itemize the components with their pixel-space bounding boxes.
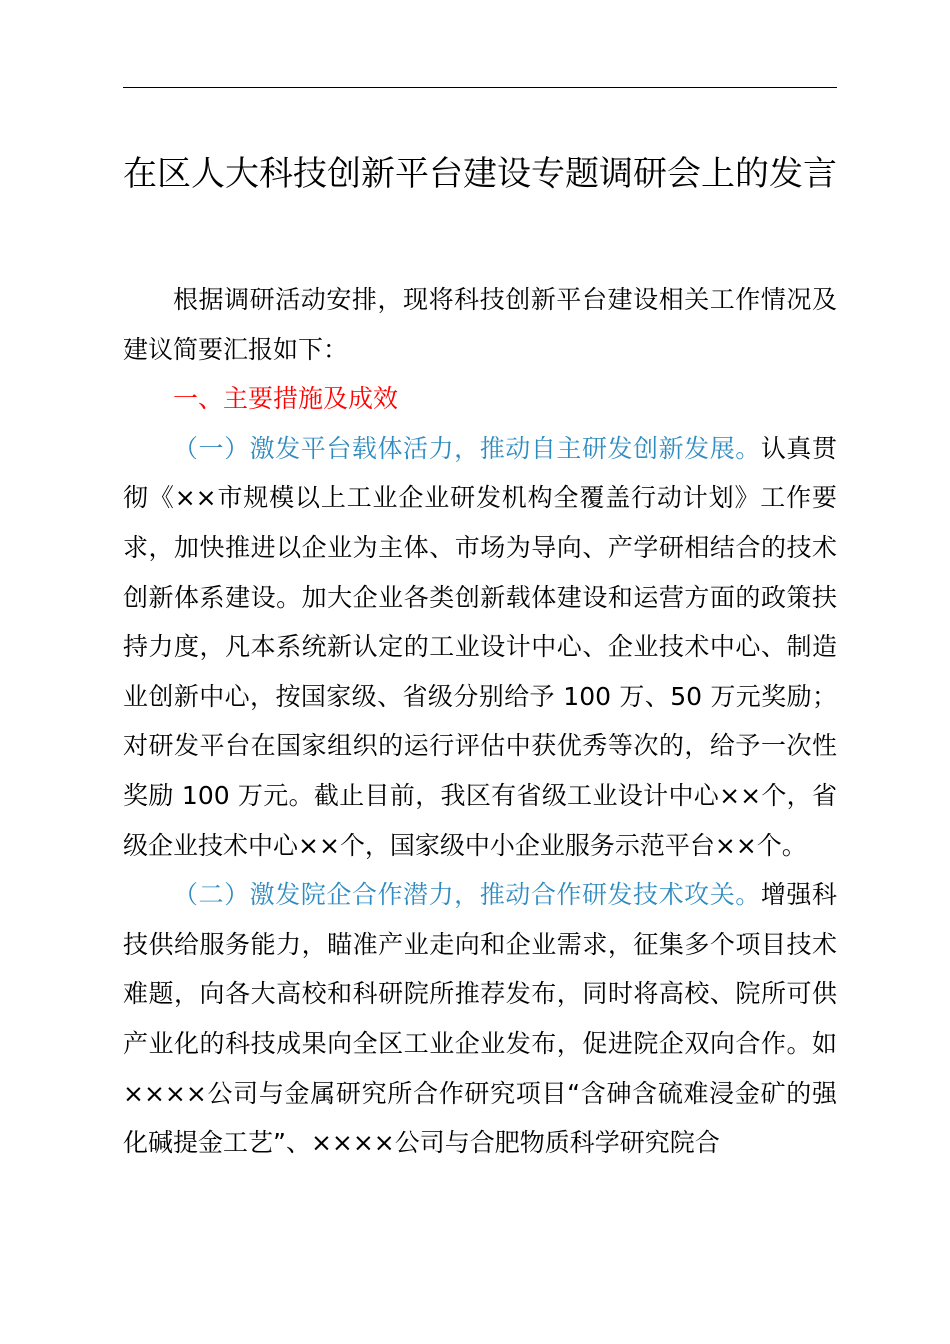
paragraph-2-heading: （二）激发院企合作潜力，推动合作研发技术攻关。 bbox=[173, 880, 761, 910]
paragraph-1-heading: （一）激发平台载体活力，推动自主研发创新发展。 bbox=[173, 433, 761, 463]
paragraph-2-body: 增强科技供给服务能力，瞄准产业走向和企业需求，征集多个项目技术难题，向各大高校和科研院所推荐发布，同时将高校、院所可供产业化的科技成果向全区工业企业发布，促进院企双向合作。如××××公司与金属研究所合作研究项目“含砷含硫难浸金矿的强化碱提金工艺”、××××公司与合肥物质科学研究院合 bbox=[123, 880, 837, 1158]
paragraph-2 bbox=[123, 870, 837, 1168]
paragraph-1-body: 认真贯彻《××市规模以上工业企业研发机构全覆盖行动计划》工作要求，加快推进以企业为主体、市场为导向、产学研相结合的技术创新体系建设。加大企业各类创新载体建设和运营方面的政策扶持力度，凡本系统新认定的工业设计中心、企业技术中心、制造业创新中心，按国家级、省级分别给予 100 万、50 万元奖励；对研发平台在国家组织的运行评估中获优秀等次的，给予一次性奖励 100 万元。截止目前，我区有省级工业设计中心××个，省级企业技术中心××个，国家级中小企业服务示范平台××个。 bbox=[123, 433, 837, 860]
document-title: 在区人大科技创新平台建设专题调研会上的发言 bbox=[123, 154, 837, 194]
paragraph-1 bbox=[123, 424, 837, 870]
section-heading: 一、主要措施及成效 bbox=[173, 384, 399, 414]
header-rule bbox=[123, 87, 837, 88]
intro-paragraph: 根据调研活动安排，现将科技创新平台建设相关工作情况及建议简要汇报如下： bbox=[123, 285, 837, 364]
document-body bbox=[123, 275, 837, 1168]
